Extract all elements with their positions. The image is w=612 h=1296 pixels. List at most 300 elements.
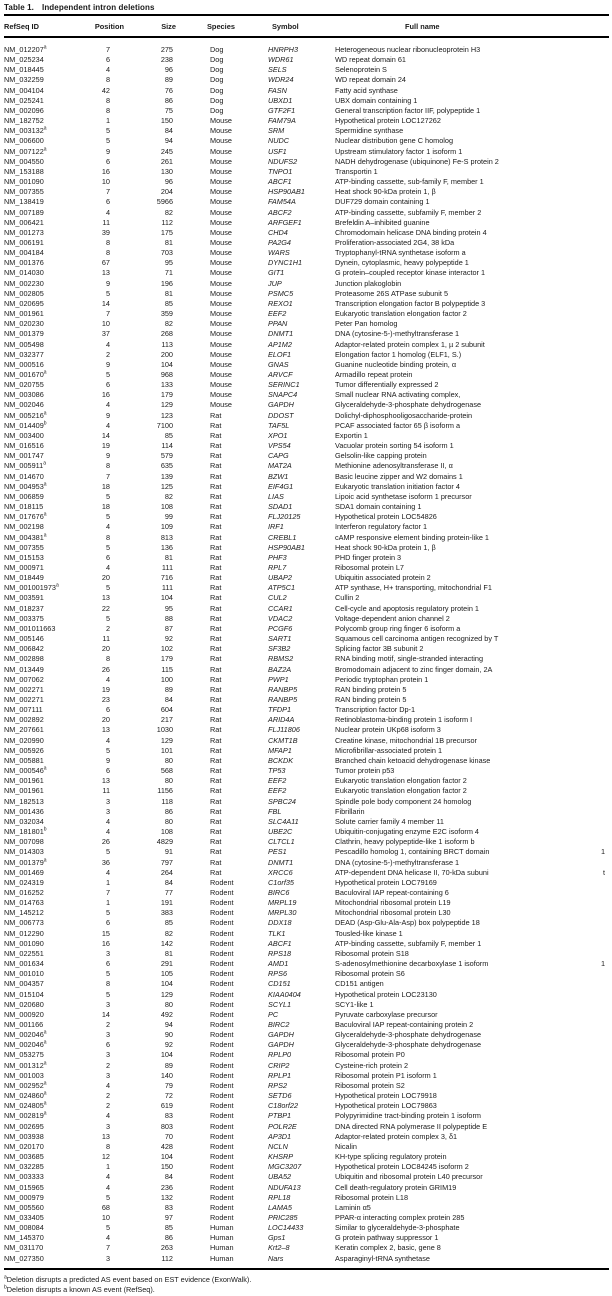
cell-species: Rodent — [210, 948, 234, 958]
cell-full-name: Baculoviral IAP repeat-containing 6 — [335, 887, 449, 897]
cell-refseq-id: NM_001376 — [4, 258, 44, 268]
cell-symbol: UBAP2 — [268, 573, 292, 583]
cell-full-name: Heterogeneous nuclear ribonucleoprotein H3 — [335, 45, 481, 54]
cell-position: 2 — [105, 623, 110, 633]
cell-position: 4 — [105, 522, 110, 532]
cell-size: 150 — [160, 1162, 173, 1172]
table-row — [4, 858, 609, 868]
table-row — [4, 898, 609, 908]
table-row — [4, 969, 609, 979]
cell-size: 104 — [160, 1152, 173, 1162]
cell-symbol: SCYL1 — [268, 999, 292, 1009]
cell-refseq-id: NM_007111 — [4, 705, 43, 715]
deletion-footnote-marker: a — [43, 857, 47, 864]
cell-position: 8 — [105, 979, 110, 989]
cell-species: Rat — [210, 502, 222, 512]
cell-full-name: Small nuclear RNA activating complex, — [335, 390, 461, 400]
cell-position: 6 — [105, 705, 110, 715]
table-row — [4, 197, 609, 207]
cell-size: 85 — [164, 1223, 173, 1233]
table-row — [4, 340, 609, 350]
cell-size: 129 — [160, 400, 173, 410]
cell-position: 15 — [101, 928, 110, 938]
table-row — [4, 573, 609, 583]
cell-refseq-id: NM_024319 — [4, 877, 44, 887]
cell-symbol: REXO1 — [268, 298, 293, 308]
cell-refseq-id: NM_002952$^a$ — [4, 1080, 47, 1090]
cell-position: 3 — [105, 1030, 110, 1040]
cell-symbol: FAM79A — [268, 116, 296, 126]
table-row — [4, 807, 609, 817]
cell-position: 4 — [105, 207, 110, 217]
cell-full-name: WD repeat domain 24 — [335, 75, 406, 85]
cell-position: 3 — [105, 1121, 110, 1131]
table-row — [4, 675, 609, 685]
cell-position: 8 — [105, 237, 110, 247]
deletion-footnote-marker: a — [43, 146, 47, 153]
cell-refseq-id: NM_002096 — [4, 105, 44, 115]
cell-species: Rat — [210, 695, 222, 704]
cell-species: Rodent — [210, 1172, 234, 1182]
cell-species: Human — [210, 1243, 234, 1253]
cell-position: 5 — [105, 491, 110, 501]
cell-full-name: Retinoblastoma-binding protein 1 isoform I — [335, 715, 473, 725]
cell-symbol: RBMS2 — [268, 654, 294, 664]
table-row — [4, 136, 609, 146]
cell-symbol: SETD6 — [268, 1091, 292, 1101]
cell-species: Rodent — [210, 959, 234, 969]
cell-refseq-id: NM_020680 — [4, 999, 44, 1009]
cell-species: Rat — [210, 552, 222, 562]
deletion-footnote-marker: a — [43, 410, 47, 417]
cell-size: 803 — [160, 1121, 173, 1131]
cell-symbol: TAF5L — [268, 420, 290, 430]
cell-size: 175 — [160, 227, 173, 237]
cell-full-name: Mitochondrial ribosomal protein L19 — [335, 898, 451, 908]
cell-size: 108 — [160, 827, 173, 837]
cell-symbol: RPS6 — [268, 969, 288, 979]
cell-position: 19 — [101, 441, 110, 451]
cell-size: 83 — [164, 1202, 173, 1212]
cell-symbol: AMD1 — [268, 959, 289, 969]
cell-symbol: Krt2–8 — [268, 1243, 290, 1253]
cell-symbol: CAPG — [268, 451, 289, 461]
cell-full-name: Ribosomal protein L18 — [335, 1192, 409, 1202]
cell-full-name: PPAR-α interacting complex protein 285 — [335, 1212, 465, 1222]
cell-size: 96 — [164, 65, 173, 75]
cell-symbol: ELOF1 — [268, 349, 292, 359]
cell-refseq-id: NM_002898 — [4, 654, 44, 664]
table-row — [4, 746, 609, 756]
cell-full-name: ATP synthase, H+ transporting, mitochondrial F1 — [335, 583, 492, 593]
deletion-footnote-marker: a — [43, 1060, 47, 1067]
column-header-full-name: Full name — [405, 22, 440, 31]
cell-full-name: Hypothetical protein LOC79863 — [335, 1101, 437, 1111]
cell-size: 87 — [164, 623, 173, 633]
cell-position: 37 — [101, 329, 110, 339]
cell-full-name: Microfibrillar-associated protein 1 — [335, 745, 443, 755]
cell-full-name: Cell-cycle and apoptosis regulatory protein 1 — [335, 603, 479, 613]
cell-species: Rat — [210, 410, 222, 420]
cell-full-name: DEAD (Asp-Glu-Ala-Asp) box polypeptide 18 — [335, 918, 480, 928]
cell-symbol: EEF2 — [268, 776, 287, 786]
cell-full-name: Nicalin — [335, 1141, 357, 1151]
cell-full-name: Basic leucine zipper and W2 domains 1 — [335, 471, 463, 481]
cell-refseq-id: NM_001010 — [4, 969, 44, 979]
cell-size: 204 — [160, 187, 173, 197]
cell-species: Mouse — [210, 309, 232, 319]
cell-size: 84 — [164, 695, 173, 704]
cell-refseq-id: NM_002805 — [4, 288, 44, 298]
cell-size: 94 — [164, 1020, 173, 1029]
table-row — [4, 553, 609, 563]
cell-symbol: C18orf22 — [268, 1101, 299, 1111]
cell-refseq-id: NM_001379$^a$ — [4, 857, 47, 867]
cell-size: 238 — [160, 55, 173, 65]
cell-species: Mouse — [210, 370, 232, 379]
cell-size: 77 — [164, 887, 173, 897]
cell-size: 84 — [164, 877, 173, 887]
cell-position: 6 — [105, 1040, 110, 1050]
table-row — [4, 1010, 609, 1020]
table-header-row — [4, 16, 609, 36]
cell-refseq-id: NM_153188 — [4, 166, 44, 176]
cell-position: 7 — [105, 45, 110, 54]
cell-position: 3 — [105, 999, 110, 1009]
deletion-footnote-marker: a — [43, 1080, 47, 1087]
cell-full-name: RAN binding protein 5 — [335, 695, 407, 704]
cell-position: 8 — [105, 75, 110, 85]
cell-symbol: C1orf35 — [268, 877, 294, 887]
cell-refseq-id: NM_014763 — [4, 898, 44, 908]
cell-position: 5 — [105, 1223, 110, 1233]
table-row — [4, 990, 609, 1000]
cell-symbol: ABCF2 — [268, 207, 292, 217]
cell-symbol: LIAS — [268, 491, 284, 501]
cell-size: 81 — [164, 948, 173, 958]
cell-full-name: Heat shock 90-kDa protein 1, β — [335, 542, 436, 552]
cell-symbol: SF3B2 — [268, 644, 291, 654]
cell-full-name: Mitochondrial ribosomal protein L30 — [335, 908, 451, 918]
cell-size: 89 — [164, 75, 173, 85]
cell-full-name: DNA (cytosine-5-)-methyltransferase 1 — [335, 329, 460, 339]
cell-position: 13 — [101, 776, 110, 786]
deletion-footnote-marker: a — [43, 1090, 47, 1097]
table-row — [4, 238, 609, 248]
table-row — [4, 1122, 609, 1132]
cell-position: 5 — [105, 1192, 110, 1202]
cell-refseq-id: NM_025241 — [4, 95, 44, 105]
table-row — [4, 390, 609, 400]
cell-full-name: ATP-binding cassette, sub-family F, member 1 — [335, 177, 484, 187]
cell-species: Rodent — [210, 969, 234, 979]
cell-position: 5 — [105, 370, 110, 379]
cell-species: Mouse — [210, 116, 232, 126]
table-row — [4, 847, 609, 857]
cell-symbol: EEF2 — [268, 786, 287, 796]
cell-position: 13 — [101, 593, 110, 603]
footnote-b-text: Deletion disrupts a known AS event (RefSeq). — [6, 1284, 155, 1294]
cell-species: Rat — [210, 705, 222, 715]
cell-size: 179 — [160, 390, 173, 400]
cell-size: 92 — [164, 634, 173, 644]
cell-symbol: PWP1 — [268, 674, 289, 684]
cell-full-name: cAMP responsive element binding protein-like 1 — [335, 532, 489, 542]
cell-symbol: CREBL1 — [268, 532, 297, 542]
cell-refseq-id: NM_002695 — [4, 1121, 44, 1131]
cell-full-name: Junction plakoglobin — [335, 278, 402, 288]
cell-symbol: GAPDH — [268, 1040, 294, 1050]
cell-full-name: Adaptor-related protein complex 3, δ1 — [335, 1131, 458, 1141]
cell-symbol: NUDC — [268, 136, 290, 146]
deletion-footnote-marker: a — [43, 1100, 47, 1107]
table-row — [4, 289, 609, 299]
cell-size: 108 — [160, 502, 173, 512]
cell-position: 4 — [105, 735, 110, 745]
cell-size: 99 — [164, 512, 173, 522]
cell-full-name: Guanine nucleotide binding protein, α — [335, 359, 457, 369]
cell-full-name: Gelsolin-like capping protein — [335, 451, 427, 461]
cell-refseq-id: NM_001469 — [4, 867, 44, 877]
cell-size: 568 — [160, 766, 173, 776]
cell-position: 18 — [101, 502, 110, 512]
cell-size: 428 — [160, 1141, 173, 1151]
cell-symbol: HNRPH3 — [268, 45, 299, 54]
cell-species: Dog — [210, 45, 224, 54]
cell-symbol: DDOST — [268, 410, 294, 420]
cell-refseq-id: NM_006842 — [4, 644, 44, 654]
cell-symbol: CKMT1B — [268, 735, 298, 745]
cell-position: 8 — [105, 1141, 110, 1151]
cell-species: Rat — [210, 481, 222, 491]
table-title-text: Independent intron deletions — [42, 3, 155, 12]
cell-species: Mouse — [210, 156, 232, 166]
cell-symbol: CRIP2 — [268, 1060, 290, 1070]
cell-full-name: Chromodomain helicase DNA binding protein 4 — [335, 227, 487, 237]
cell-symbol: Nars — [268, 1253, 284, 1263]
cell-position: 3 — [105, 1253, 110, 1263]
cell-species: Mouse — [210, 349, 232, 359]
cell-species: Rodent — [210, 1162, 234, 1172]
cell-position: 5 — [105, 512, 110, 522]
column-header-refseq-id: RefSeq ID — [4, 22, 39, 31]
table-row — [4, 949, 609, 959]
cell-full-name: Ubiquitin associated protein 2 — [335, 573, 431, 583]
cell-size: 84 — [164, 1172, 173, 1182]
cell-symbol: PHF3 — [268, 552, 287, 562]
cell-position: 12 — [101, 1152, 110, 1162]
cell-refseq-id: NM_014030 — [4, 268, 44, 278]
cell-size: 111 — [161, 562, 173, 572]
cell-full-name: Lipoic acid synthetase isoform 1 precursor — [335, 491, 472, 501]
cell-symbol: RANBP5 — [268, 695, 298, 704]
cell-position: 14 — [101, 1009, 110, 1019]
table-row — [4, 725, 609, 735]
cell-position: 4 — [105, 1111, 110, 1121]
cell-full-name: Fibrillarin — [335, 806, 365, 816]
cell-species: Rodent — [210, 1202, 234, 1212]
cell-symbol: SART1 — [268, 634, 292, 644]
cell-full-name: Hypothetical protein LOC127262 — [335, 116, 441, 126]
cell-refseq-id: NM_016516 — [4, 441, 44, 451]
cell-size: 139 — [160, 471, 173, 481]
cell-species: Mouse — [210, 298, 232, 308]
cell-size: 703 — [160, 248, 173, 258]
table-body — [4, 38, 609, 1264]
footnote-b-marker: b — [4, 1284, 7, 1291]
cell-species: Rodent — [210, 1030, 234, 1040]
cell-symbol: FBL — [268, 806, 282, 816]
cell-symbol: BCKDK — [268, 755, 294, 765]
table-row — [4, 543, 609, 553]
cell-species: Mouse — [210, 390, 232, 400]
cell-size: 102 — [160, 644, 173, 654]
cell-species: Human — [210, 1233, 234, 1243]
deletion-footnote-marker: a — [43, 369, 47, 376]
cell-symbol: CLTCL1 — [268, 837, 295, 847]
cell-position: 14 — [101, 298, 110, 308]
table-row — [4, 1091, 609, 1101]
cell-full-name: NADH dehydrogenase (ubiquinone) Fe-S protein 2 — [335, 156, 499, 166]
cell-full-name: Ribosomal protein S6 — [335, 969, 405, 979]
table-row — [4, 665, 609, 675]
cell-size: 359 — [160, 309, 173, 319]
full-name-overflow-char: t — [602, 867, 605, 877]
cell-size: 635 — [160, 461, 173, 471]
cell-position: 8 — [105, 461, 110, 471]
cell-refseq-id: NM_001090 — [4, 177, 44, 187]
full-name-overflow-char: 1 — [600, 847, 605, 857]
cell-full-name: Hypothetical protein LOC84245 isoform 2 — [335, 1162, 469, 1172]
cell-symbol: NCLN — [268, 1141, 288, 1151]
cell-position: 2 — [105, 1060, 110, 1070]
cell-size: 383 — [160, 908, 173, 918]
cell-symbol: MRPL19 — [268, 898, 297, 908]
cell-species: Rodent — [210, 1009, 234, 1019]
cell-symbol: VPS54 — [268, 441, 291, 451]
cell-refseq-id: NM_002271 — [4, 695, 44, 704]
cell-species: Rat — [210, 776, 222, 786]
cell-size: 88 — [164, 613, 173, 623]
table-row — [4, 1061, 609, 1071]
cell-position: 16 — [101, 166, 110, 176]
cell-size: 86 — [164, 95, 173, 105]
cell-position: 3 — [105, 1050, 110, 1060]
cell-refseq-id: NM_014409$^b$ — [4, 420, 47, 430]
cell-species: Dog — [210, 105, 224, 115]
cell-position: 1 — [105, 1162, 110, 1172]
deletion-footnote-marker: a — [43, 1039, 47, 1046]
cell-symbol: RPS2 — [268, 1080, 288, 1090]
cell-species: Rodent — [210, 1050, 234, 1060]
table-row — [4, 309, 609, 319]
cell-size: 82 — [164, 928, 173, 938]
cell-size: 81 — [164, 237, 173, 247]
cell-full-name: SDA1 domain containing 1 — [335, 502, 422, 512]
cell-full-name: Voltage-dependent anion channel 2 — [335, 613, 450, 623]
cell-position: 6 — [105, 918, 110, 928]
cell-full-name: Proliferation-associated 2G4, 38 kDa — [335, 237, 455, 247]
cell-position: 36 — [101, 857, 110, 867]
cell-full-name: KH-type splicing regulatory protein — [335, 1152, 447, 1162]
cell-refseq-id: NM_027350 — [4, 1253, 44, 1263]
cell-size: 92 — [164, 1040, 173, 1050]
cell-symbol: MFAP1 — [268, 745, 292, 755]
cell-species: Rat — [210, 542, 222, 552]
cell-position: 5 — [105, 847, 110, 857]
cell-species: Rodent — [210, 1121, 234, 1131]
cell-symbol: IRF1 — [268, 522, 284, 532]
cell-species: Rat — [210, 613, 222, 623]
table-row — [4, 1233, 609, 1243]
cell-full-name: Armadillo repeat protein — [335, 370, 413, 379]
cell-position: 3 — [105, 806, 110, 816]
cell-position: 6 — [105, 766, 110, 776]
cell-symbol: HSP90AB1 — [268, 542, 305, 552]
cell-size: 82 — [164, 207, 173, 217]
cell-size: 5966 — [156, 197, 173, 207]
cell-symbol: MGC3207 — [268, 1162, 302, 1172]
cell-symbol: ABCF1 — [268, 177, 292, 187]
cell-species: Mouse — [210, 268, 232, 278]
cell-refseq-id: NM_001634 — [4, 959, 44, 969]
cell-species: Mouse — [210, 217, 232, 227]
cell-symbol: BZW1 — [268, 471, 289, 481]
cell-refseq-id: NM_015153 — [4, 552, 44, 562]
table-row — [4, 1111, 609, 1121]
cell-refseq-id: NM_004550 — [4, 156, 44, 166]
cell-size: 85 — [164, 298, 173, 308]
cell-refseq-id: NM_003333 — [4, 1172, 44, 1182]
cell-refseq-id: NM_007355 — [4, 542, 44, 552]
cell-position: 6 — [105, 959, 110, 969]
cell-refseq-id: NM_003400 — [4, 430, 44, 440]
deletion-footnote-marker: a — [43, 1110, 47, 1117]
cell-symbol: PES1 — [268, 847, 287, 857]
cell-refseq-id: NM_013449 — [4, 664, 44, 674]
cell-full-name: Tumor differentially expressed 2 — [335, 380, 439, 390]
cell-size: 604 — [160, 705, 173, 715]
cell-size: 579 — [160, 451, 173, 461]
cell-symbol: SDAD1 — [268, 502, 293, 512]
cell-size: 97 — [164, 1212, 173, 1222]
cell-position: 8 — [105, 95, 110, 105]
cell-refseq-id: NM_001166 — [4, 1020, 44, 1029]
cell-size: 79 — [164, 1080, 173, 1090]
cell-refseq-id: NM_207661 — [4, 725, 44, 735]
table-row — [4, 1081, 609, 1091]
table-row — [4, 350, 609, 360]
cell-position: 4 — [105, 65, 110, 75]
cell-position: 9 — [105, 755, 110, 765]
cell-symbol: CCAR1 — [268, 603, 293, 613]
cell-full-name: Transcription factor Dp-1 — [335, 705, 416, 715]
cell-refseq-id: NM_001747 — [4, 451, 44, 461]
footnote-a-marker: a — [4, 1274, 7, 1281]
cell-symbol: POLR2E — [268, 1121, 297, 1131]
table-row — [4, 1030, 609, 1040]
cell-refseq-id: NM_001379 — [4, 329, 44, 339]
table-row — [4, 512, 609, 522]
cell-full-name: Tumor protein p53 — [335, 766, 395, 776]
cell-size: 89 — [164, 684, 173, 694]
cell-full-name: Heat shock 90-kDa protein 1, β — [335, 187, 436, 197]
cell-refseq-id: NM_014670 — [4, 471, 44, 481]
cell-full-name: Eukaryotic translation elongation factor 2 — [335, 776, 467, 786]
cell-refseq-id: NM_001090 — [4, 938, 44, 948]
cell-full-name: DUF729 domain containing 1 — [335, 197, 430, 207]
cell-symbol: LAMA5 — [268, 1202, 292, 1212]
